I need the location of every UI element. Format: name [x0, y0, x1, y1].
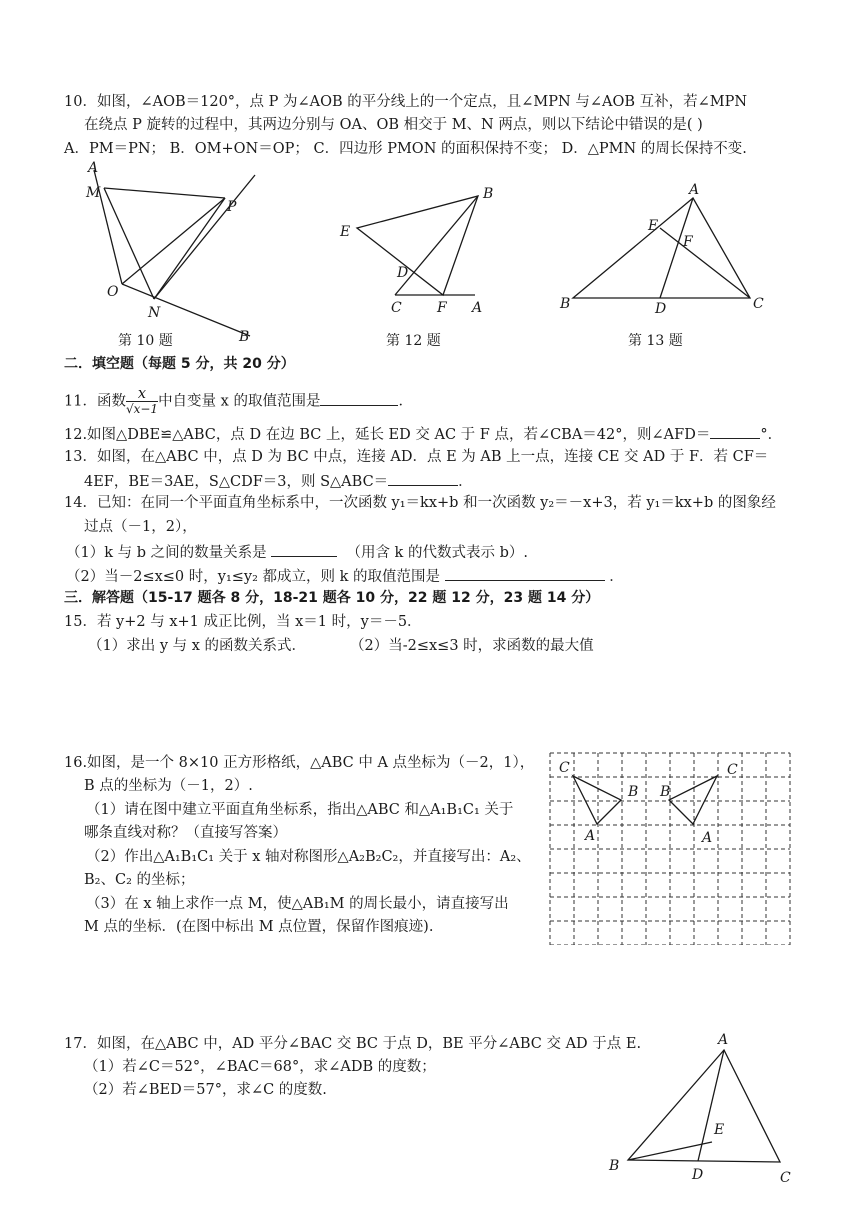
q16-line7: （3）在 x 轴上求作一点 M，使△AB₁M 的周长最小，请直接写出 [86, 896, 509, 912]
label-A: A [585, 828, 596, 844]
label-A: A [88, 160, 99, 176]
q14-part1-blank[interactable] [271, 542, 337, 557]
label-C: C [391, 300, 402, 316]
label-E: E [714, 1122, 725, 1138]
label-B: B [239, 329, 250, 345]
label-D: D [692, 1167, 704, 1183]
figure-10 [80, 160, 280, 350]
q13-line1: 13．如图，在△ABC 中，点 D 为 BC 中点，连接 AD．点 E 为 AB 上一点，连接 CE 交 AD 于 F．若 CF＝ [64, 449, 769, 465]
label-O: O [107, 284, 119, 300]
q16-line4: 哪条直线对称？（直接写答案） [84, 825, 287, 841]
label-N: N [148, 305, 161, 321]
section3-title: 三．解答题（15-17 题各 8 分，18-21 题各 10 分，22 题 12 分，23 题 14 分） [64, 590, 600, 606]
q13-line2 [84, 471, 473, 491]
label-B: B [560, 296, 571, 312]
figure-16-grid [549, 752, 801, 945]
q11-fraction [126, 387, 158, 416]
q15-part1: （1）求出 y 与 x 的函数关系式． [88, 638, 307, 654]
q17-line3: （2）若∠BED＝57°，求∠C 的度数. [84, 1082, 327, 1098]
q12-end: °． [760, 427, 783, 443]
label-C: C [780, 1170, 791, 1186]
label-B1: B [660, 784, 671, 800]
label-F: F [437, 300, 447, 316]
fraction-numerator: x [126, 387, 158, 402]
q10-line1: 10．如图，∠AOB＝120°，点 P 为∠AOB 的平分线上的一个定点，且∠MPN 与∠AOB 互补，若∠MPN [64, 94, 748, 110]
label-C: C [753, 296, 764, 312]
q14-part1-pre: （1）k 与 b 之间的数量关系是 [66, 545, 267, 561]
fig10-caption: 第 10 题 [118, 333, 173, 349]
q14-part2-blank[interactable] [445, 566, 605, 581]
q10-options: A．PM＝PN； B．OM+ON＝OP； C．四边形 PMON 的面积保持不变； D．△PMN 的周长保持不变. [64, 141, 747, 157]
label-A: A [689, 182, 700, 198]
label-D: D [655, 301, 667, 317]
q14-line1: 14．已知：在同一个平面直角坐标系中，一次函数 y₁＝kx+b 和一次函数 y₂＝－x+3，若 y₁＝kx+b 的图象经 [64, 495, 776, 511]
fig13-caption: 第 13 题 [628, 333, 683, 349]
q16-line5: （2）作出△A₁B₁C₁ 关于 x 轴对称图形△A₂B₂C₂，并直接写出：A₂、 [86, 849, 531, 865]
q13-end: ． [458, 474, 473, 490]
label-D: D [397, 265, 409, 281]
q16-line2: B 点的坐标为（－1，2）. [84, 778, 253, 794]
label-C: C [559, 760, 570, 776]
label-E: E [648, 218, 659, 234]
q17-line1: 17．如图，在△ABC 中，AD 平分∠BAC 交 BC 于点 D，BE 平分∠ABC 交 AD 于点 E. [64, 1036, 642, 1052]
label-E: E [340, 224, 351, 240]
q14-part2-pre: （2）当－2≤x≤0 时，y₁≤y₂ 都成立，则 k 的取值范围是 [66, 569, 441, 585]
fig12-caption: 第 12 题 [386, 333, 441, 349]
label-A1: A [702, 830, 713, 846]
q13-answer-blank[interactable] [388, 471, 458, 486]
figure-17 [600, 1030, 810, 1200]
label-A: A [472, 300, 483, 316]
q14-part2 [66, 566, 624, 586]
q11-end: ． [398, 393, 413, 410]
q17-line2: （1）若∠C＝52°，∠BAC＝68°，求∠ADB 的度数； [84, 1059, 436, 1075]
label-F: F [683, 234, 693, 250]
label-M: M [86, 185, 101, 201]
q12 [64, 424, 782, 444]
label-B: B [628, 784, 639, 800]
q16-line8: M 点的坐标．(在图中标出 M 点位置，保留作图痕迹). [84, 919, 434, 935]
q11-post: 中自变量 x 的取值范围是 [158, 393, 321, 410]
q16-line1: 16.如图，是一个 8×10 正方形格纸，△ABC 中 A 点坐标为（－2，1）， [64, 755, 535, 771]
q11-pre: 11．函数 [64, 393, 126, 410]
label-P: P [227, 199, 237, 215]
q11-answer-blank[interactable] [320, 391, 398, 406]
q14-part1-post: （用含 k 的代数式表示 b）. [346, 545, 528, 561]
q10-line2: 在绕点 P 旋转的过程中，其两边分别与 OA、OB 相交于 M、N 两点，则以下结论中错误的是( ) [84, 117, 703, 133]
q16-line6: B₂、C₂ 的坐标； [84, 872, 195, 888]
q15-part2: （2）当-2≤x≤3 时，求函数的最大值 [350, 638, 594, 654]
section2-title: 二．填空题（每题 5 分，共 20 分） [64, 356, 295, 372]
label-B: B [483, 186, 494, 202]
q15-line1: 15．若 y+2 与 x+1 成正比例，当 x＝1 时，y＝－5． [64, 614, 422, 630]
q11 [64, 387, 413, 416]
q13-line2-text: 4EF，BE＝3AE，S△CDF＝3，则 S△ABC＝ [84, 474, 389, 490]
label-A: A [718, 1032, 729, 1048]
fraction-denominator: √x−1 [125, 402, 159, 416]
label-C1: C [727, 762, 738, 778]
q16-line3: （1）请在图中建立平面直角坐标系，指出△ABC 和△A₁B₁C₁ 关于 [86, 802, 514, 818]
q12-text: 12.如图△DBE≌△ABC，点 D 在边 BC 上，延长 ED 交 AC 于 F 点，若∠CBA＝42°，则∠AFD＝ [64, 427, 711, 443]
figure-12 [335, 180, 505, 320]
q14-part2-post: ． [609, 569, 624, 585]
label-B: B [609, 1158, 620, 1174]
q12-answer-blank[interactable] [710, 424, 760, 439]
q14-part1 [66, 542, 528, 562]
figure-13 [555, 180, 775, 320]
q14-line2: 过点（－1，2）， [84, 519, 197, 535]
